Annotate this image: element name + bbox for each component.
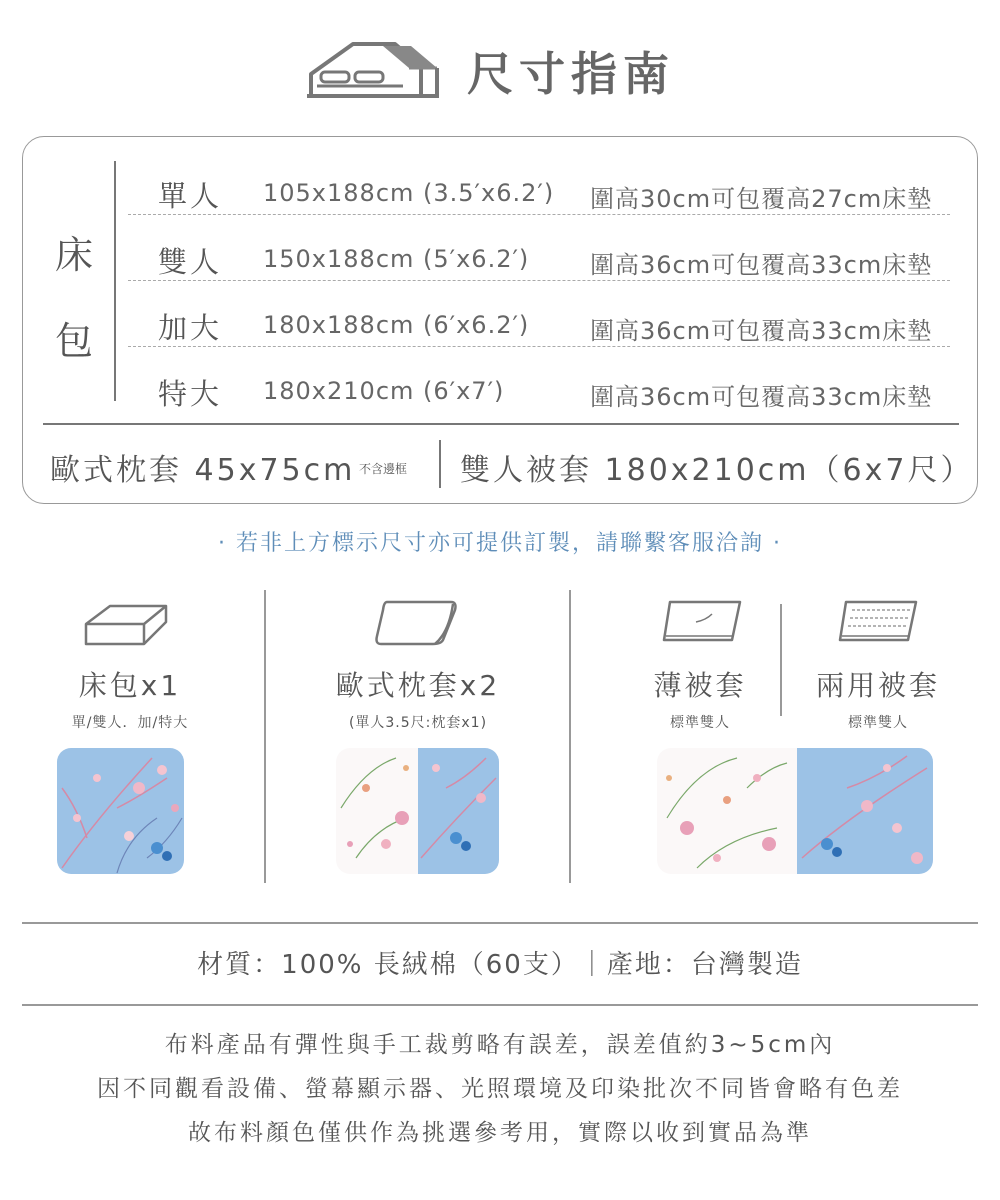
- footnote-line: 因不同觀看設備、螢幕顯示器、光照環境及印染批次不同皆會略有色差: [97, 1076, 903, 1102]
- size-note: 圍高36cm可包覆高33cm床墊: [590, 251, 933, 279]
- bed-label-char-2: 包: [54, 319, 93, 363]
- product-name: 薄被套: [653, 669, 747, 702]
- bed-label-char-1: 床: [54, 233, 93, 277]
- size-name: 雙人: [158, 245, 223, 279]
- size-row: [128, 215, 950, 281]
- fitted-sheet-icon: [82, 600, 172, 652]
- product-sub: (單人3.5尺:枕套x1): [348, 715, 488, 731]
- divider: [780, 604, 782, 716]
- size-note: 圍高36cm可包覆高33cm床墊: [590, 317, 933, 345]
- size-note: 圍高36cm可包覆高33cm床墊: [590, 383, 933, 411]
- custom-size-notice: · 若非上方標示尺寸亦可提供訂製，請聯繫客服洽詢 ·: [218, 531, 782, 556]
- floral-pattern: [57, 748, 184, 874]
- divider: [569, 590, 571, 883]
- pillowcase-size: 歐式枕套 45x75cm: [50, 453, 356, 488]
- divider: [22, 922, 978, 924]
- product-sub: 標準雙人: [848, 715, 908, 731]
- product-sub: 標準雙人: [670, 715, 730, 731]
- size-dimensions: 150x188cm (5′x6.2′): [263, 245, 530, 273]
- fabric-swatch: [57, 748, 184, 874]
- duvet-size: 雙人被套 180x210cm（6x7尺）: [460, 453, 974, 488]
- extra-sizes-row: [23, 424, 977, 504]
- header: [0, 30, 1000, 110]
- size-note: 圍高30cm可包覆高27cm床墊: [590, 185, 933, 213]
- divider: [22, 1004, 978, 1006]
- fitted-sheet-label: [51, 212, 97, 384]
- fabric-swatch: [336, 748, 499, 874]
- size-name: 特大: [158, 377, 223, 411]
- floral-pattern: [336, 748, 499, 874]
- product-name: 兩用被套: [815, 669, 940, 702]
- floral-pattern: [657, 748, 933, 874]
- product-name: 床包x1: [78, 669, 182, 702]
- product-contents: [0, 590, 1000, 890]
- size-row: [128, 149, 950, 215]
- product-sub: 單/雙人．加/特大: [71, 715, 189, 731]
- size-name: 加大: [158, 311, 223, 345]
- divider: [114, 161, 116, 401]
- quilted-duvet-icon: [836, 598, 920, 644]
- divider: [264, 590, 266, 883]
- house-bed-icon: [303, 36, 443, 98]
- divider: [439, 440, 441, 488]
- size-row: [128, 281, 950, 347]
- pillow-icon: [373, 596, 459, 648]
- product-name: 歐式枕套x2: [335, 669, 501, 702]
- size-dimensions: 180x188cm (6′x6.2′): [263, 311, 530, 339]
- pillowcase-note: 不含邊框: [359, 462, 408, 476]
- size-dimensions: 105x188cm (3.5′x6.2′): [263, 179, 555, 207]
- thin-duvet-icon: [660, 598, 744, 644]
- footnote-line: 故布料顏色僅供作為挑選參考用，實際以收到實品為準: [188, 1120, 812, 1146]
- fabric-swatch: [657, 748, 933, 874]
- size-row: [128, 347, 950, 413]
- footnote-line: 布料產品有彈性與手工裁剪略有誤差，誤差值約3~5cm內: [164, 1032, 836, 1058]
- size-table: [22, 136, 978, 504]
- size-name: 單人: [158, 179, 223, 213]
- page-title: 尺寸指南: [467, 47, 675, 101]
- size-dimensions: 180x210cm (6′x7′): [263, 377, 505, 405]
- material-origin: 材質：100% 長絨棉（60支）｜產地：台灣製造: [197, 950, 803, 980]
